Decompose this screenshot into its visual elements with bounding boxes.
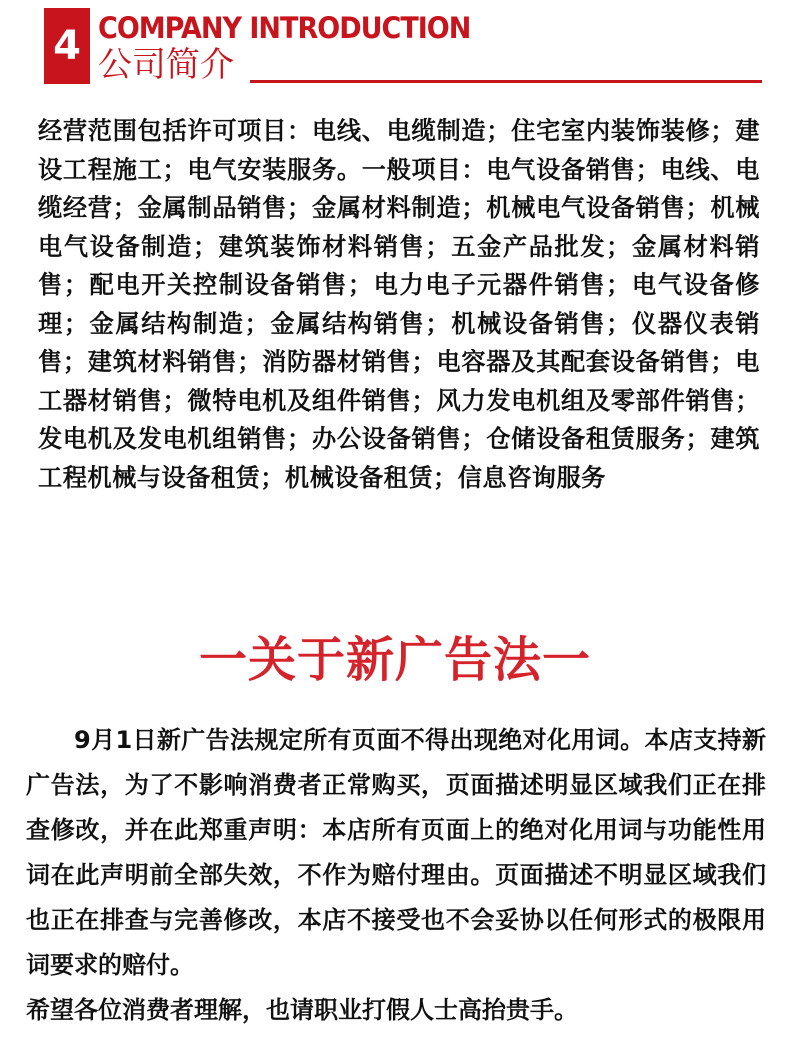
- section-header: [0, 0, 790, 100]
- section-number-badge: 4: [44, 8, 90, 84]
- section-title-chinese: 公司简介: [98, 45, 234, 85]
- ad-law-notice: [26, 718, 766, 1033]
- section-title-english: COMPANY INTRODUCTION: [98, 12, 471, 46]
- ad-law-paragraph-2: 希望各位消费者理解，也请职业打假人士高抬贵手。: [26, 996, 578, 1024]
- ad-law-heading: 一关于新广告法一: [198, 631, 591, 688]
- business-scope-text: 经营范围包括许可项目：电线、电缆制造；住宅室内装饰装修；建设工程施工；电气安装服务。一般项目：电气设备销售；电线、电缆经营；金属制品销售；金属材料制造；机械电气设备销售；机械电气设备制造；建筑装饰材料销售；五金产品批发；金属材料销售；配电开关控制设备销售；电力电子元器件销售；电气设备修理；金属结构制造；金属结构销售；机械设备销售；仪器仪表销售；建筑材料销售；消防器材销售；电容器及其配套设备销售；电工器材销售；微特电机及组件销售；风力发电机组及零部件销售；发电机及发电机组销售；办公设备销售；仓储设备租赁服务；建筑工程机械与设备租赁；机械设备租赁；信息咨询服务: [38, 116, 760, 492]
- title-underline-divider: [250, 80, 762, 83]
- ad-law-paragraph-1: 9月1日新广告法规定所有页面不得出现绝对化用词。本店支持新广告法，为了不影响消费者正常购买，页面描述明显区域我们正在排查修改，并在此郑重声明：本店所有页面上的绝对化用词与功能性用词在此声明前全部失效，不作为赔付理由。页面描述不明显区域我们也正在排查与完善修改，本店不接受也不会妥协以任何形式的极限用词要求的赔付。: [26, 726, 766, 979]
